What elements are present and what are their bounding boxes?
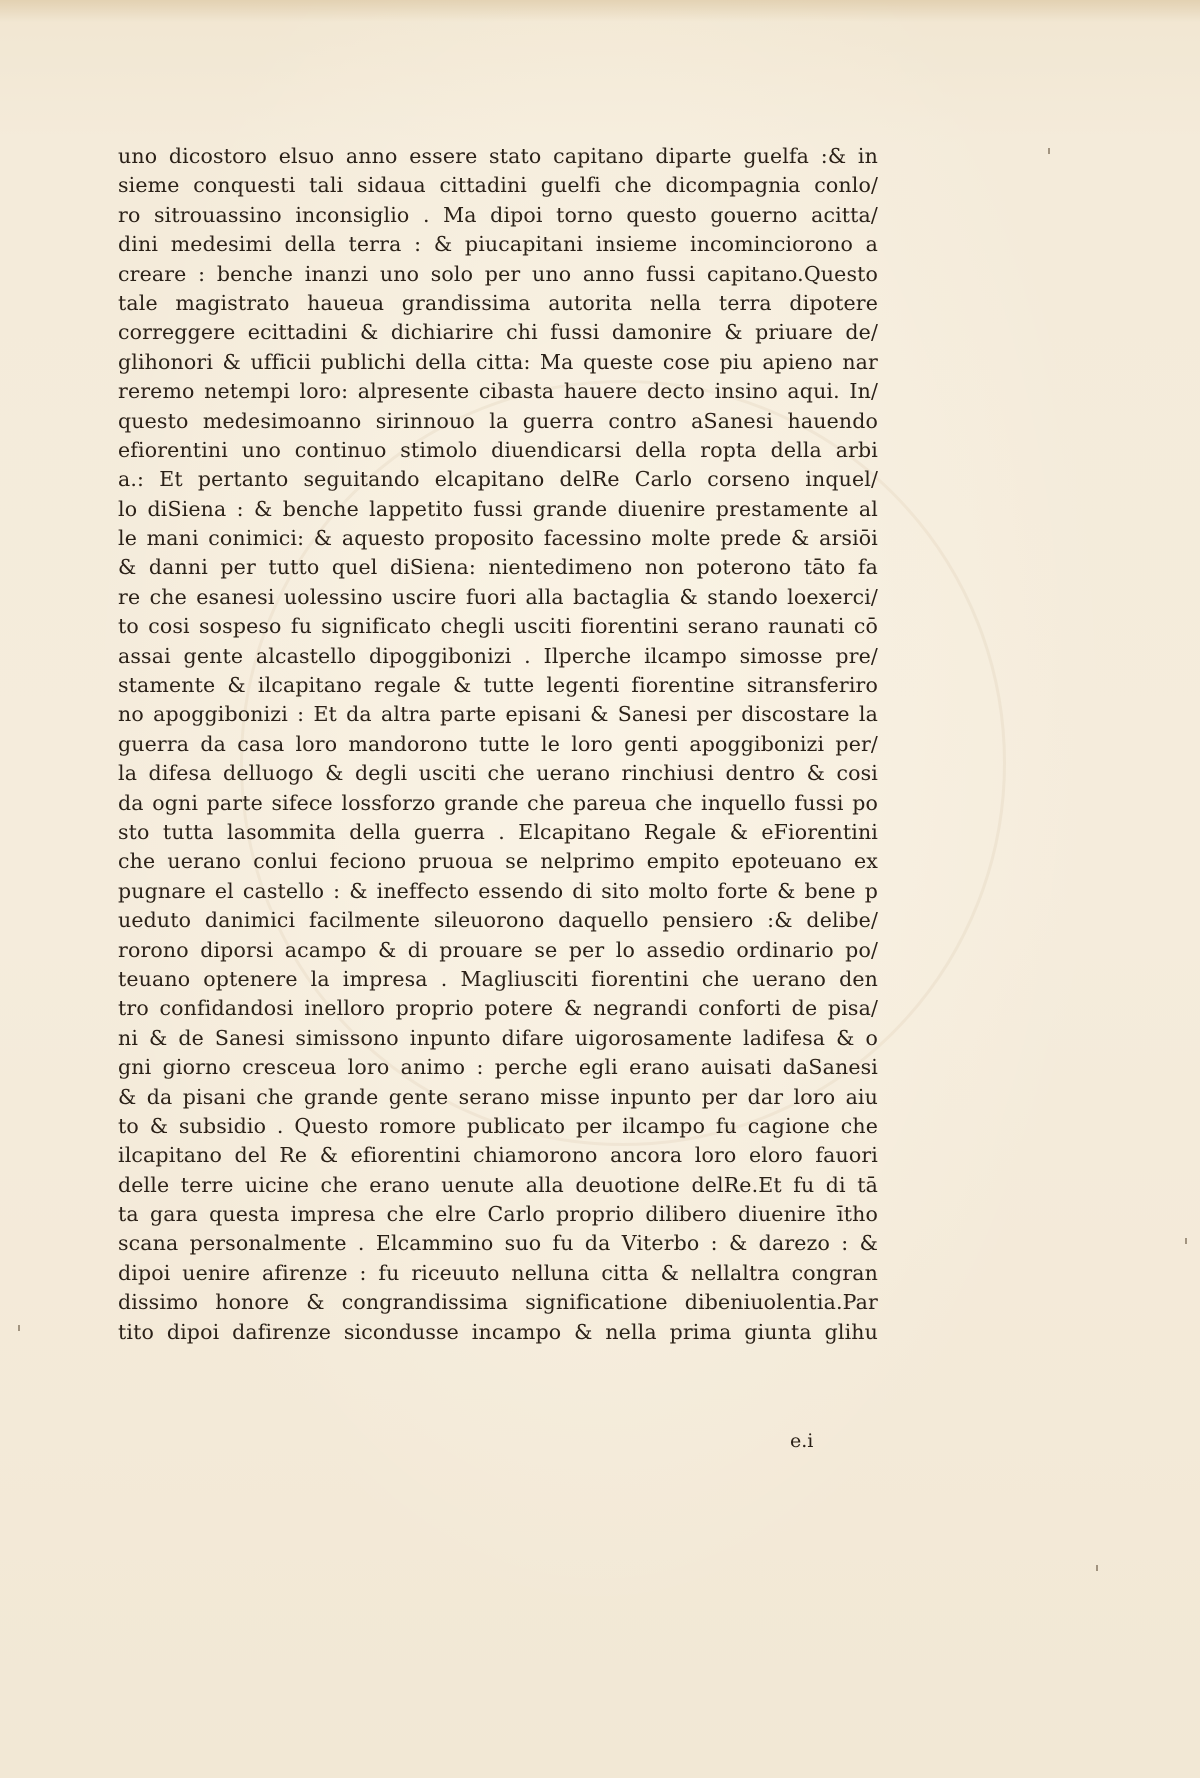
text-line: & danni per tutto quel diSiena: nientedimeno non poterono tāto fa — [118, 555, 878, 580]
body-text — [118, 142, 878, 1347]
paper-speck — [1096, 1565, 1098, 1571]
text-line: le mani conimici: & aquesto proposito facessino molte prede & arsiōi — [118, 526, 878, 551]
text-line: teuano optenere la impresa . Magliusciti fiorentini che uerano den — [118, 966, 878, 991]
text-line: & da pisani che grande gente serano misse inpunto per dar loro aiu — [118, 1084, 878, 1109]
text-line: stamente & ilcapitano regale & tutte legenti fiorentine sitransferiro — [118, 673, 878, 698]
text-line: delle terre uicine che erano uenute alla deuotione delRe.Et fu di tā — [118, 1172, 878, 1197]
text-line: scana personalmente . Elcammino suo fu da Viterbo : & darezo : & — [118, 1231, 878, 1256]
text-line: sieme conquesti tali sidaua cittadini guelfi che dicompagnia conlo/ — [118, 173, 878, 198]
text-line: lo diSiena : & benche lappetito fussi grande diuenire prestamente al — [118, 496, 878, 521]
text-line: la difesa delluogo & degli usciti che uerano rinchiusi dentro & cosi — [118, 761, 878, 786]
text-line: no apoggibonizi : Et da altra parte episani & Sanesi per discostare la — [118, 702, 878, 727]
text-line: correggere ecittadini & dichiarire chi fussi damonire & priuare de/ — [118, 320, 878, 345]
text-line: rorono diporsi acampo & di prouare se per lo assedio ordinario po/ — [118, 937, 878, 962]
text-line: re che esanesi uolessino uscire fuori alla bactaglia & stando loexerci/ — [118, 584, 878, 609]
text-line: ta gara questa impresa che elre Carlo proprio dilibero diuenire ītho — [118, 1202, 878, 1227]
text-line: reremo netempi loro: alpresente cibasta hauere decto insino aqui. In/ — [118, 379, 878, 404]
text-line: a.: Et pertanto seguitando elcapitano delRe Carlo corseno inquel/ — [118, 467, 878, 492]
text-line: to cosi sospeso fu significato chegli usciti fiorentini serano raunati cō — [118, 614, 878, 639]
text-line: efiorentini uno continuo stimolo diuendicarsi della ropta della arbi — [118, 437, 878, 462]
text-line: dini medesimi della terra : & piucapitani insieme incominciorono a — [118, 232, 878, 257]
text-line: ni & de Sanesi simissono inpunto difare uigorosamente ladifesa & o — [118, 1025, 878, 1050]
text-line: ueduto danimici facilmente sileuorono daquello pensiero :& delibe/ — [118, 908, 878, 933]
text-line: guerra da casa loro mandorono tutte le loro genti apoggibonizi per/ — [118, 731, 878, 756]
text-line: uno dicostoro elsuo anno essere stato capitano diparte guelfa :& in — [118, 144, 878, 168]
paper-speck — [1048, 148, 1050, 154]
text-line: assai gente alcastello dipoggibonizi . Ilperche ilcampo simosse pre/ — [118, 643, 878, 668]
text-line: pugnare el castello : & ineffecto essendo di sito molto forte & bene p — [118, 878, 878, 903]
paper-speck — [1185, 1238, 1187, 1244]
page-edge-shadow — [0, 0, 1200, 22]
text-line: che uerano conlui feciono pruoua se nelprimo empito epoteuano ex — [118, 849, 878, 874]
text-line: tito dipoi dafirenze sicondusse incampo & nella prima giunta glihu — [118, 1319, 878, 1344]
text-line: to & subsidio . Questo romore publicato per ilcampo fu cagione che — [118, 1113, 878, 1138]
text-line: tale magistrato haueua grandissima autorita nella terra dipotere — [118, 290, 878, 315]
text-line: gni giorno crescеua loro animo : perche egli erano auisati daSanesi — [118, 1055, 878, 1080]
text-line: sto tutta lasommita della guerra . Elcapitano Regale & eFiorentini — [118, 819, 878, 844]
text-line: dissimo honore & congrandissima significatione dibeniuolentia.Par — [118, 1290, 878, 1315]
text-line: dipoi uenire afirenze : fu riceuuto nelluna citta & nellaltra congran — [118, 1260, 878, 1285]
text-line: ilcapitano del Re & efiorentini chiamorono ancora loro eloro fauori — [118, 1143, 878, 1168]
text-line: tro confidandosi inelloro proprio potere & negrandi conforti de pisa/ — [118, 996, 878, 1021]
text-line: creare : benche inanzi uno solo per uno anno fussi capitano.Questo — [118, 261, 878, 286]
text-line: questo medesimoanno sirinnouo la guerra contro aSanesi hauendo — [118, 408, 878, 433]
text-line: da ogni parte sifece lossforzo grande che pareua che inquello fussi po — [118, 790, 878, 815]
text-line: ro sitrouassino inconsiglio . Ma dipoi torno questo gouerno acitta/ — [118, 202, 878, 227]
text-line: glihonori & ufficii publichi della citta: Ma queste cose piu apieno nar — [118, 349, 878, 374]
signature-mark: e.i — [790, 1430, 814, 1452]
paper-speck — [18, 1325, 20, 1331]
